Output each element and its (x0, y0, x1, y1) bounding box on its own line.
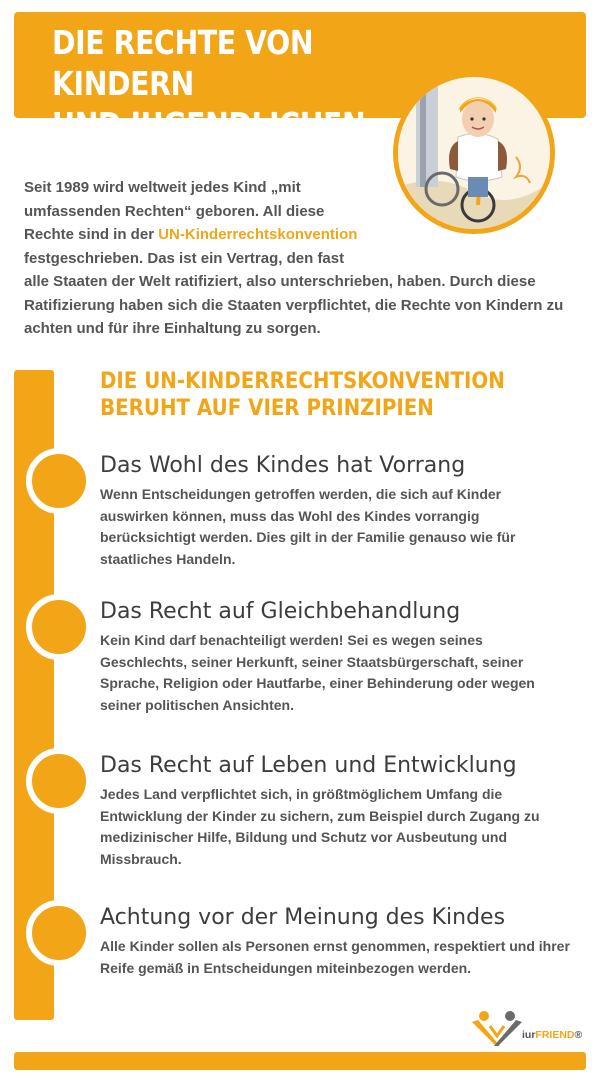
page-title-line2: UND JUGENDLICHEN (52, 105, 366, 144)
intro-paragraph (24, 176, 564, 341)
timeline-dot-4 (26, 900, 92, 966)
intro-part2: festgeschrieben. Das ist ein Vertrag, den fast (24, 249, 345, 267)
timeline-dot-3 (26, 748, 92, 814)
logo-highlight: FRIEND (535, 1029, 575, 1041)
un-convention-link[interactable]: UN-Kinderrechtskonvention (158, 226, 358, 243)
intro-part3: alle Staaten der Welt ratifiziert, also unterschrieben, haben. Durch diese Ratifizierung haben sich die Staaten verpflichtet, die Rechte von Kindern zu achten und für ihre Einhaltung zu sorgen. (24, 273, 564, 337)
principle-1 (100, 452, 570, 570)
section-title (100, 368, 532, 422)
principle-2 (100, 598, 570, 716)
page-title-line1: DIE RECHTE VON KINDERN (52, 23, 314, 103)
footer-bar (14, 1052, 586, 1070)
principle-title: Das Wohl des Kindes hat Vorrang (100, 453, 466, 478)
principle-title: Das Recht auf Leben und Entwicklung (100, 753, 517, 778)
principle-4 (100, 904, 570, 979)
principle-text: Alle Kinder sollen als Personen ernst genommen, respektiert und ihrer Reife gemäß in Entscheidungen miteinbezogen werden. (100, 938, 570, 976)
principle-text: Jedes Land verpflichtet sich, in größtmöglichem Umfang die Entwicklung der Kinder zu sichern, zum Beispiel durch Zugang zu medizinischer Hilfe, Bildung und Schutz vor Ausbeutung und Missbrauch. (100, 786, 540, 867)
timeline-dot-1 (26, 448, 92, 514)
section-title-line1: DIE UN-KINDERRECHTSKONVENTION (100, 369, 505, 394)
logo-wordmark (522, 1029, 582, 1041)
intro-narrow-block (24, 176, 362, 270)
logo-prefix: iur (522, 1029, 536, 1041)
principle-text: Wenn Entscheidungen getroffen werden, die sich auf Kinder auswirken können, muss das Wohl des Kindes vorrangig berücksichtigt werden. Dies gilt in der Familie genauso wie für staatliches Handeln. (100, 486, 516, 567)
principle-title: Das Recht auf Gleichbehandlung (100, 599, 461, 624)
intro-part1: Seit 1989 wird weltweit jedes Kind „mit umfassenden Rechten“ geboren. All diese Rechte sind in der (24, 179, 325, 243)
page-title (52, 22, 413, 145)
principle-text: Kein Kind darf benachteiligt werden! Sei es wegen seines Geschlechts, seiner Herkunft, seiner Staatsbürgerschaft, seiner Sprache, Religion oder Hautfarbe, einer Behinderung oder wegen seiner politischen Ansichten. (100, 632, 535, 713)
principle-3 (100, 752, 570, 870)
logo-suffix: ® (574, 1029, 583, 1041)
principle-title: Achtung vor der Meinung des Kindes (100, 905, 506, 930)
timeline-dot-2 (26, 594, 92, 660)
section-title-line2: BERUHT AUF VIER PRINZIPIEN (100, 396, 434, 421)
